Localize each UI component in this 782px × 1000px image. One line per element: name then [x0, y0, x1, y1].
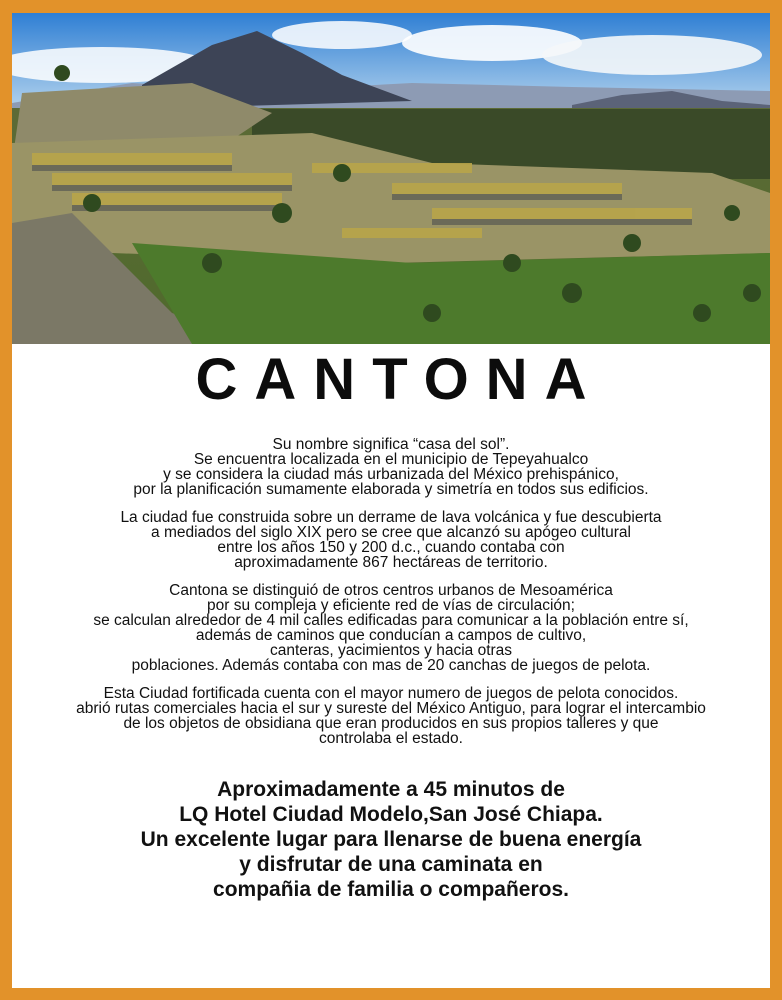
poster	[12, 13, 770, 988]
text-line: y se considera la ciudad más urbanizada del México prehispánico,	[163, 466, 619, 483]
text-line: controlaba el estado.	[319, 730, 463, 747]
closing-line: y disfrutar de una caminata en	[239, 853, 543, 876]
text-line: poblaciones. Además contaba con mas de 20 canchas de juegos de pelota.	[131, 657, 651, 674]
text-line: a mediados del siglo XIX pero se cree que alcanzó su apógeo cultural	[151, 524, 631, 541]
closing-message	[12, 777, 770, 902]
closing-line: Aproximadamente a 45 minutos de	[217, 778, 565, 801]
text-line: por su compleja y eficiente red de vías de circulación;	[207, 597, 575, 614]
text-line: entre los años 150 y 200 d.c., cuando contaba con	[217, 539, 565, 556]
text-line: abrió rutas comerciales hacia el sur y sureste del México Antiguo, para lograr el intercambio	[76, 700, 706, 717]
cantona-ruins-photo	[12, 13, 770, 344]
closing-line: Un excelente lugar para llenarse de buena energía	[140, 828, 642, 851]
text-line: además de caminos que conducían a campos de cultivo,	[195, 627, 587, 644]
paragraph-1	[12, 437, 770, 497]
paragraph-3	[12, 583, 770, 673]
paragraph-4	[12, 686, 770, 746]
text-line: Se encuentra localizada en el municipio de Tepeyahualco	[193, 451, 589, 468]
text-line: Cantona se distinguió de otros centros urbanos de Mesoamérica	[169, 582, 613, 599]
text-line: La ciudad fue construida sobre un derrame de lava volcánica y fue descubierta	[120, 509, 662, 526]
text-line: aproximadamente 867 hectáreas de territorio.	[234, 554, 548, 571]
text-line: se calculan alrededor de 4 mil calles edificadas para comunicar a la población entre sí,	[93, 612, 689, 629]
closing-line: compañia de familia o compañeros.	[213, 878, 569, 901]
page-title: CANTONA	[195, 347, 604, 412]
text-line: Su nombre significa “casa del sol”.	[272, 436, 510, 453]
description	[12, 437, 770, 759]
text-line: Esta Ciudad fortificada cuenta con el mayor numero de juegos de pelota conocidos.	[103, 685, 679, 702]
closing-line: LQ Hotel Ciudad Modelo,San José Chiapa.	[179, 803, 603, 826]
text-line: canteras, yacimientos y hacia otras	[269, 642, 513, 659]
text-line: por la planificación sumamente elaborada y simetría en todos sus edificios.	[133, 481, 649, 498]
paragraph-2	[12, 510, 770, 570]
text-line: de los objetos de obsidiana que eran producidos en sus propios talleres y que	[123, 715, 659, 732]
